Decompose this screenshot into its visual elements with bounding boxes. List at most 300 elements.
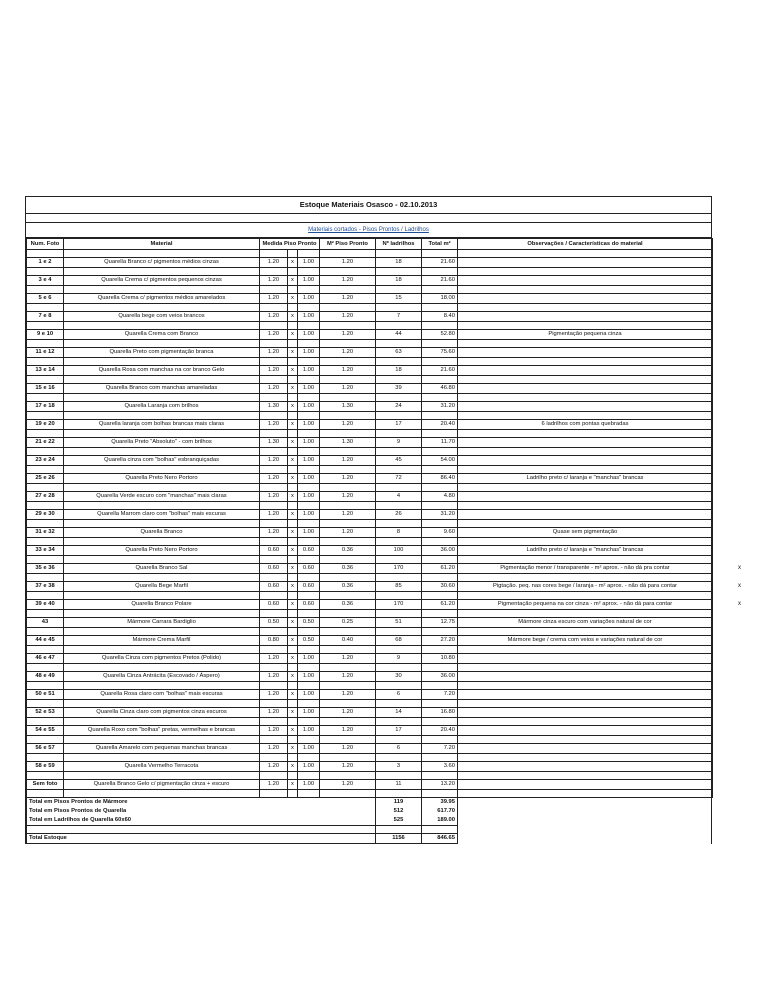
gap-cell <box>298 412 320 420</box>
grand-total-ladrilhos: 1156 <box>376 834 422 844</box>
gap-cell <box>27 700 64 708</box>
row-material: Quarella Preto com pigmentação branca <box>64 348 260 358</box>
row-observacao <box>458 492 713 502</box>
gap-cell <box>64 448 260 456</box>
gap-row <box>27 376 713 384</box>
table-row <box>27 474 713 484</box>
gap-cell <box>288 664 298 672</box>
row-length: 1.00 <box>298 294 320 304</box>
gap-cell <box>298 502 320 510</box>
gap-cell <box>27 340 64 348</box>
gap-cell <box>458 376 713 384</box>
row-ladrilhos: 18 <box>376 366 422 376</box>
row-m2: 1.20 <box>320 726 376 736</box>
row-length: 1.00 <box>298 780 320 790</box>
row-width: 1.20 <box>260 654 288 664</box>
table-row <box>27 762 713 772</box>
row-ladrilhos: 6 <box>376 744 422 754</box>
row-m2: 0.25 <box>320 618 376 628</box>
total-empty <box>458 834 713 844</box>
gap-cell <box>422 466 458 474</box>
gap-cell <box>64 700 260 708</box>
gap-row <box>27 412 713 420</box>
row-length: 1.00 <box>298 492 320 502</box>
gap-cell <box>298 718 320 726</box>
gap-cell <box>260 484 288 492</box>
row-length: 1.00 <box>298 312 320 322</box>
gap-cell <box>376 412 422 420</box>
row-m2: 1.20 <box>320 708 376 718</box>
gap-cell <box>64 430 260 438</box>
row-foto: 13 e 14 <box>27 366 64 376</box>
gap-cell <box>288 682 298 690</box>
total-label: Total em Ladrilhos de Quarella 60x60 <box>27 816 376 826</box>
row-times: x <box>288 438 298 448</box>
gap-cell <box>64 412 260 420</box>
gap-cell <box>458 772 713 780</box>
row-foto: 29 e 30 <box>27 510 64 520</box>
row-width: 1.20 <box>260 312 288 322</box>
row-ladrilhos: 44 <box>376 330 422 340</box>
gap-cell <box>260 376 288 384</box>
gap-cell <box>27 826 376 834</box>
row-ladrilhos: 51 <box>376 618 422 628</box>
gap-cell <box>64 502 260 510</box>
gap-cell <box>320 304 376 312</box>
row-ladrilhos: 63 <box>376 348 422 358</box>
gap-row <box>27 340 713 348</box>
row-observacao <box>458 366 713 376</box>
row-foto: 46 e 47 <box>27 654 64 664</box>
gap-cell <box>298 556 320 564</box>
row-foto: 21 e 22 <box>27 438 64 448</box>
row-times: x <box>288 456 298 466</box>
gap-cell <box>422 286 458 294</box>
row-material: Quarella Crema c/ pigmentos médios amarelados <box>64 294 260 304</box>
gap-cell <box>458 448 713 456</box>
row-m2: 1.20 <box>320 330 376 340</box>
row-times: x <box>288 492 298 502</box>
row-total: 9.60 <box>422 528 458 538</box>
gap-cell <box>27 286 64 294</box>
row-length: 1.00 <box>298 456 320 466</box>
row-total: 27.20 <box>422 636 458 646</box>
row-total: 18.00 <box>422 294 458 304</box>
table-row <box>27 348 713 358</box>
gap-cell <box>260 772 288 780</box>
stock-table <box>26 238 713 844</box>
row-times: x <box>288 690 298 700</box>
gap-cell <box>64 664 260 672</box>
gap-cell <box>376 340 422 348</box>
gap-cell <box>288 322 298 330</box>
gap-cell <box>64 538 260 546</box>
gap-cell <box>320 772 376 780</box>
row-m2: 1.20 <box>320 312 376 322</box>
gap-cell <box>422 754 458 762</box>
row-material: Mármore Crema Marfil <box>64 636 260 646</box>
row-times: x <box>288 294 298 304</box>
row-total: 30.60 <box>422 582 458 592</box>
row-observacao: Ladrilho preto c/ laranja e "manchas" brancas <box>458 474 713 484</box>
row-ladrilhos: 9 <box>376 654 422 664</box>
gap-cell <box>260 430 288 438</box>
row-total: 54.00 <box>422 456 458 466</box>
row-length: 0.60 <box>298 600 320 610</box>
gap-row <box>27 610 713 618</box>
gap-cell <box>422 682 458 690</box>
row-width: 0.60 <box>260 546 288 556</box>
row-ladrilhos: 100 <box>376 546 422 556</box>
row-material: Quarella Rosa com manchas na cor branco Gelo <box>64 366 260 376</box>
table-row <box>27 582 713 592</box>
gap-cell <box>376 484 422 492</box>
gap-cell <box>298 700 320 708</box>
row-foto: 11 e 12 <box>27 348 64 358</box>
gap-cell <box>422 664 458 672</box>
row-m2: 1.20 <box>320 510 376 520</box>
row-observacao: Mármore bege / crema com veios e variações natural de cor <box>458 636 713 646</box>
row-total: 8.40 <box>422 312 458 322</box>
gap-cell <box>288 646 298 654</box>
row-material: Quarella Branco com manchas amareladas <box>64 384 260 394</box>
gap-cell <box>64 754 260 762</box>
row-observacao: Pigtação. peq. nas cores bege / laranja - m² aprox. - não dá para contar <box>458 582 713 592</box>
gap-cell <box>376 826 422 834</box>
gap-cell <box>27 394 64 402</box>
row-m2: 1.20 <box>320 762 376 772</box>
header-row <box>27 239 713 250</box>
gap-cell <box>422 520 458 528</box>
row-foto: 48 e 49 <box>27 672 64 682</box>
row-observacao: Mármore cinza escuro com variações natural de cor <box>458 618 713 628</box>
gap-cell <box>27 430 64 438</box>
row-width: 1.20 <box>260 528 288 538</box>
gap-cell <box>64 250 260 258</box>
row-foto: 17 e 18 <box>27 402 64 412</box>
gap-cell <box>376 250 422 258</box>
row-length: 0.60 <box>298 546 320 556</box>
gap-row <box>27 250 713 258</box>
gap-row <box>27 556 713 564</box>
gap-cell <box>422 430 458 438</box>
gap-cell <box>260 664 288 672</box>
row-material: Quarella cinza com "bolhas" esbranquiçadas <box>64 456 260 466</box>
row-material: Quarella Preto Nero Portoro <box>64 546 260 556</box>
gap-cell <box>320 574 376 582</box>
gap-cell <box>458 790 713 798</box>
gap-cell <box>458 250 713 258</box>
gap-cell <box>288 538 298 546</box>
gap-cell <box>27 412 64 420</box>
gap-cell <box>422 646 458 654</box>
gap-row <box>27 286 713 294</box>
gap-cell <box>298 466 320 474</box>
gap-cell <box>320 556 376 564</box>
row-material: Mármore Carrara Bardiglio <box>64 618 260 628</box>
row-ladrilhos: 26 <box>376 510 422 520</box>
gap-cell <box>288 412 298 420</box>
gap-cell <box>260 790 288 798</box>
row-foto: 9 e 10 <box>27 330 64 340</box>
gap-cell <box>320 682 376 690</box>
row-length: 1.00 <box>298 348 320 358</box>
row-foto: 56 e 57 <box>27 744 64 754</box>
gap-cell <box>27 268 64 276</box>
gap-row <box>27 394 713 402</box>
row-ladrilhos: 68 <box>376 636 422 646</box>
row-times: x <box>288 672 298 682</box>
row-ladrilhos: 85 <box>376 582 422 592</box>
table-row <box>27 330 713 340</box>
row-ladrilhos: 39 <box>376 384 422 394</box>
row-observacao: Ladrilho preto c/ laranja e "manchas" brancas <box>458 546 713 556</box>
gap-cell <box>458 592 713 600</box>
row-length: 1.00 <box>298 402 320 412</box>
gap-cell <box>27 736 64 744</box>
table-row <box>27 564 713 574</box>
gap-cell <box>64 646 260 654</box>
row-observacao <box>458 456 713 466</box>
row-foto: 35 e 36 <box>27 564 64 574</box>
spacer-row <box>27 826 713 834</box>
row-times: x <box>288 744 298 754</box>
gap-cell <box>320 520 376 528</box>
row-m2: 1.20 <box>320 654 376 664</box>
row-observacao <box>458 438 713 448</box>
gap-cell <box>27 682 64 690</box>
row-m2: 1.20 <box>320 294 376 304</box>
row-total: 13.20 <box>422 780 458 790</box>
gap-cell <box>27 646 64 654</box>
gap-cell <box>298 628 320 636</box>
gap-cell <box>458 412 713 420</box>
gap-cell <box>27 538 64 546</box>
gap-cell <box>320 736 376 744</box>
gap-cell <box>458 646 713 654</box>
gap-cell <box>64 736 260 744</box>
sheet-title: Estoque Materiais Osasco - 02.10.2013 <box>26 197 711 214</box>
gap-cell <box>458 268 713 276</box>
gap-cell <box>27 718 64 726</box>
row-foto: Sem foto <box>27 780 64 790</box>
gap-row <box>27 358 713 366</box>
row-total: 10.80 <box>422 654 458 664</box>
row-width: 1.20 <box>260 708 288 718</box>
gap-cell <box>422 304 458 312</box>
gap-cell <box>458 664 713 672</box>
row-material: Quarella Branco Polare <box>64 600 260 610</box>
gap-cell <box>376 682 422 690</box>
row-ladrilhos: 7 <box>376 312 422 322</box>
gap-row <box>27 628 713 636</box>
gap-cell <box>260 502 288 510</box>
gap-cell <box>376 466 422 474</box>
row-m2: 1.30 <box>320 438 376 448</box>
row-width: 0.60 <box>260 600 288 610</box>
gap-cell <box>320 286 376 294</box>
gap-cell <box>298 664 320 672</box>
gap-cell <box>27 322 64 330</box>
row-material: Quarella Preto "Absoluto" - com brilhos <box>64 438 260 448</box>
row-observacao <box>458 312 713 322</box>
header-m2: M² Piso Pronto <box>320 239 376 250</box>
gap-cell <box>376 376 422 384</box>
gap-cell <box>320 448 376 456</box>
gap-cell <box>288 340 298 348</box>
row-times: x <box>288 546 298 556</box>
gap-cell <box>260 682 288 690</box>
row-width: 1.20 <box>260 348 288 358</box>
gap-cell <box>320 484 376 492</box>
header-ladrilhos: Nº ladrilhos <box>376 239 422 250</box>
row-m2: 1.20 <box>320 366 376 376</box>
row-material: Quarella Laranja com brilhos <box>64 402 260 412</box>
gap-cell <box>320 250 376 258</box>
gap-row <box>27 538 713 546</box>
row-m2: 1.30 <box>320 402 376 412</box>
gap-cell <box>298 250 320 258</box>
row-ladrilhos: 17 <box>376 420 422 430</box>
row-m2: 1.20 <box>320 690 376 700</box>
gap-cell <box>458 322 713 330</box>
row-length: 1.00 <box>298 672 320 682</box>
gap-cell <box>458 610 713 618</box>
total-label: Total em Pisos Prontos de Quarella <box>27 807 376 816</box>
row-ladrilhos: 170 <box>376 564 422 574</box>
row-width: 1.20 <box>260 384 288 394</box>
row-total: 61.20 <box>422 564 458 574</box>
row-total: 21.60 <box>422 258 458 268</box>
total-m2: 617.70 <box>422 807 458 816</box>
row-width: 1.20 <box>260 474 288 484</box>
row-observacao <box>458 510 713 520</box>
row-m2: 1.20 <box>320 384 376 394</box>
row-total: 20.40 <box>422 726 458 736</box>
row-times: x <box>288 276 298 286</box>
row-m2: 1.20 <box>320 744 376 754</box>
gap-cell <box>376 772 422 780</box>
gap-cell <box>288 502 298 510</box>
row-width: 1.30 <box>260 438 288 448</box>
row-length: 1.00 <box>298 690 320 700</box>
gap-cell <box>376 664 422 672</box>
row-width: 1.20 <box>260 330 288 340</box>
gap-cell <box>288 772 298 780</box>
gap-cell <box>458 538 713 546</box>
gap-cell <box>320 466 376 474</box>
row-total: 21.60 <box>422 276 458 286</box>
gap-cell <box>422 250 458 258</box>
gap-cell <box>298 286 320 294</box>
row-length: 1.00 <box>298 708 320 718</box>
gap-cell <box>422 322 458 330</box>
gap-cell <box>320 430 376 438</box>
gap-cell <box>260 250 288 258</box>
gap-cell <box>288 754 298 762</box>
gap-cell <box>376 520 422 528</box>
gap-cell <box>320 268 376 276</box>
gap-cell <box>64 718 260 726</box>
gap-cell <box>422 772 458 780</box>
row-times: x <box>288 366 298 376</box>
row-length: 1.00 <box>298 420 320 430</box>
gap-cell <box>298 358 320 366</box>
gap-cell <box>27 754 64 762</box>
gap-cell <box>64 358 260 366</box>
table-row <box>27 672 713 682</box>
gap-cell <box>260 754 288 762</box>
gap-cell <box>458 574 713 582</box>
gap-cell <box>422 448 458 456</box>
row-width: 1.20 <box>260 672 288 682</box>
total-ladrilhos: 525 <box>376 816 422 826</box>
gap-cell <box>320 700 376 708</box>
gap-row <box>27 772 713 780</box>
row-material: Quarella Branco Gelo c/ pigmentação cinza + escuro <box>64 780 260 790</box>
gap-cell <box>27 772 64 780</box>
total-row <box>27 816 713 826</box>
row-length: 0.60 <box>298 564 320 574</box>
row-m2: 1.20 <box>320 276 376 286</box>
gap-cell <box>298 574 320 582</box>
gap-cell <box>288 718 298 726</box>
gap-cell <box>27 448 64 456</box>
row-total: 21.60 <box>422 366 458 376</box>
gap-cell <box>422 268 458 276</box>
row-ladrilhos: 17 <box>376 726 422 736</box>
gap-cell <box>298 376 320 384</box>
gap-cell <box>458 700 713 708</box>
row-ladrilhos: 11 <box>376 780 422 790</box>
gap-cell <box>288 430 298 438</box>
gap-cell <box>376 502 422 510</box>
gap-cell <box>320 628 376 636</box>
gap-cell <box>298 484 320 492</box>
gap-cell <box>64 340 260 348</box>
table-row <box>27 618 713 628</box>
gap-cell <box>458 556 713 564</box>
gap-cell <box>260 610 288 618</box>
gap-cell <box>298 322 320 330</box>
row-length: 1.00 <box>298 366 320 376</box>
gap-cell <box>376 556 422 564</box>
gap-cell <box>422 484 458 492</box>
row-observacao: Pigmentação pequena cinza <box>458 330 713 340</box>
gap-cell <box>298 448 320 456</box>
gap-cell <box>422 556 458 564</box>
gap-cell <box>260 340 288 348</box>
row-foto: 5 e 6 <box>27 294 64 304</box>
gap-cell <box>260 286 288 294</box>
subtitle-text: Materiais cortados - Pisos Prontos / Ladrilhos <box>308 227 429 233</box>
row-m2: 1.20 <box>320 492 376 502</box>
table-body <box>27 250 713 844</box>
row-m2: 0.36 <box>320 600 376 610</box>
gap-cell <box>260 394 288 402</box>
row-ladrilhos: 8 <box>376 528 422 538</box>
gap-cell <box>376 268 422 276</box>
gap-row <box>27 322 713 330</box>
row-m2: 1.20 <box>320 474 376 484</box>
gap-row <box>27 718 713 726</box>
gap-row <box>27 574 713 582</box>
gap-cell <box>422 502 458 510</box>
gap-cell <box>298 430 320 438</box>
gap-cell <box>376 538 422 546</box>
row-material: Quarella Roxo com "bolhas" pretas, vermelhas e brancas <box>64 726 260 736</box>
gap-cell <box>288 628 298 636</box>
